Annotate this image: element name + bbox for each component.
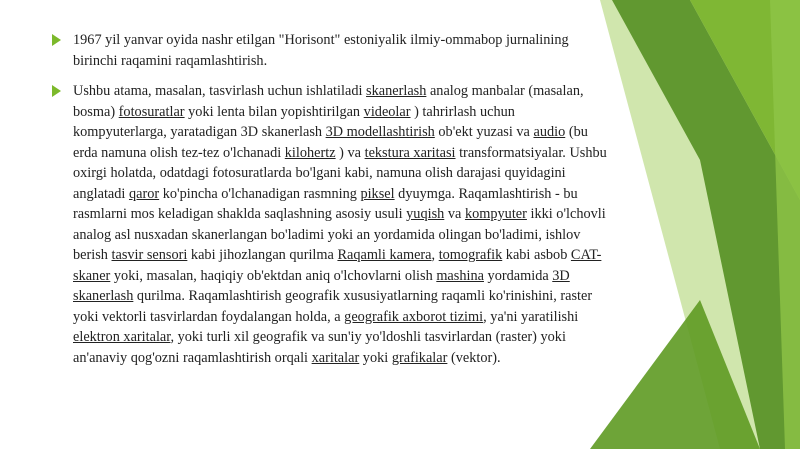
link-text[interactable]: videolar	[363, 103, 411, 120]
body-text: ob'ekt yuzasi va	[434, 124, 534, 140]
body-text: (bu erda namuna olish tez-tez o'lchanadi	[73, 124, 588, 161]
body-text: analog manbalar (masalan, bosma)	[73, 83, 584, 120]
bullet-item-2	[52, 81, 612, 368]
body-text: va	[444, 206, 465, 222]
body-text: ) tahrirlash uchun kompyuterlarga, yaratadigan 3D skanerlash	[73, 103, 515, 140]
bullet-text-2	[73, 83, 607, 366]
body-text: , ya'ni yaratilishi	[483, 308, 579, 325]
body-text: Ushbu atama, masalan, tasvirlash uchun ishlatiladi	[73, 83, 367, 99]
body-text: yoki	[359, 349, 392, 366]
bullet-item-1	[52, 30, 612, 71]
body-text: transformatsiyalar. Ushbu oxirgi holatda, odatdagi fotosuratlarda bo'lgani kabi, namuna olish darajasi quyidagini anglatadi	[73, 144, 607, 202]
link-text[interactable]: 3D skanerlash	[73, 267, 570, 304]
link-text[interactable]: kompyuter	[464, 206, 527, 222]
link-text[interactable]: tomografik	[438, 247, 503, 263]
link-text[interactable]: skanerlash	[366, 83, 427, 99]
link-text[interactable]: qaror	[128, 185, 160, 202]
body-text: (vektor).	[447, 349, 501, 366]
link-text[interactable]: elektron xaritalar	[73, 329, 171, 345]
link-text[interactable]: kilohertz	[284, 144, 336, 161]
bullet-arrow-icon	[52, 34, 61, 46]
link-text[interactable]: audio	[533, 124, 566, 140]
link-text[interactable]: fotosuratlar	[118, 103, 185, 120]
body-text: qurilma. Raqamlashtirish geografik xususiyatlarning raqamli ko'rinishini, raster yoki vektorli tasvirlardan foydalangan holda, a	[73, 288, 593, 325]
body-text: , yoki turli xil geografik va sun'iy yo'ldoshli tasvirlardan (raster) yoki an'anaviy qog'ozni raqamlashtirish orqali	[73, 329, 566, 366]
link-text[interactable]: 3D modellashtirish	[325, 124, 435, 140]
link-text[interactable]: grafikalar	[391, 349, 448, 366]
bullet-arrow-icon	[52, 85, 61, 97]
link-text[interactable]: tasvir sensori	[111, 247, 188, 263]
body-text: 1967 yil yanvar oyida nashr etilgan "Horisont" estoniyalik ilmiy-ommabop jurnalining birinchi raqamini raqamlashtirish.	[73, 32, 569, 69]
link-text[interactable]: tekstura xaritasi	[364, 144, 456, 161]
body-text: kabi jihozlangan qurilma	[187, 247, 338, 263]
body-text: yoki lenta bilan yopishtirilgan	[184, 103, 364, 120]
body-text: yordamida	[483, 267, 553, 284]
link-text[interactable]: geografik axborot tizimi	[344, 308, 484, 325]
body-text: ko'pincha o'lchanadigan rasmning	[159, 185, 361, 202]
link-text[interactable]: yuqish	[406, 206, 445, 222]
link-text[interactable]: piksel	[360, 185, 395, 202]
link-text[interactable]: xaritalar	[311, 349, 360, 366]
bullet-list	[52, 30, 612, 368]
body-text: kabi asbob	[502, 247, 571, 263]
body-text: ,	[431, 247, 439, 263]
bullet-text-1	[73, 32, 569, 69]
body-text: dyuymga. Raqamlashtirish - bu rasmlarni mos keladigan shaklda saqlashning asosiy usuli	[73, 185, 578, 222]
body-text: ikki o'lchovli analog asl nusxadan skanerlangan bo'ladimi yoki an yordamida olingan bo'ladimi, ishlov berish	[73, 206, 606, 263]
body-text: ) va	[335, 144, 365, 161]
body-text: yoki, masalan, haqiqiy ob'ektdan aniq o'lchovlarni olish	[110, 267, 437, 284]
link-text[interactable]: CAT-skaner	[73, 247, 602, 284]
link-text[interactable]: Raqamli kamera	[337, 247, 432, 263]
link-text[interactable]: mashina	[436, 267, 484, 284]
